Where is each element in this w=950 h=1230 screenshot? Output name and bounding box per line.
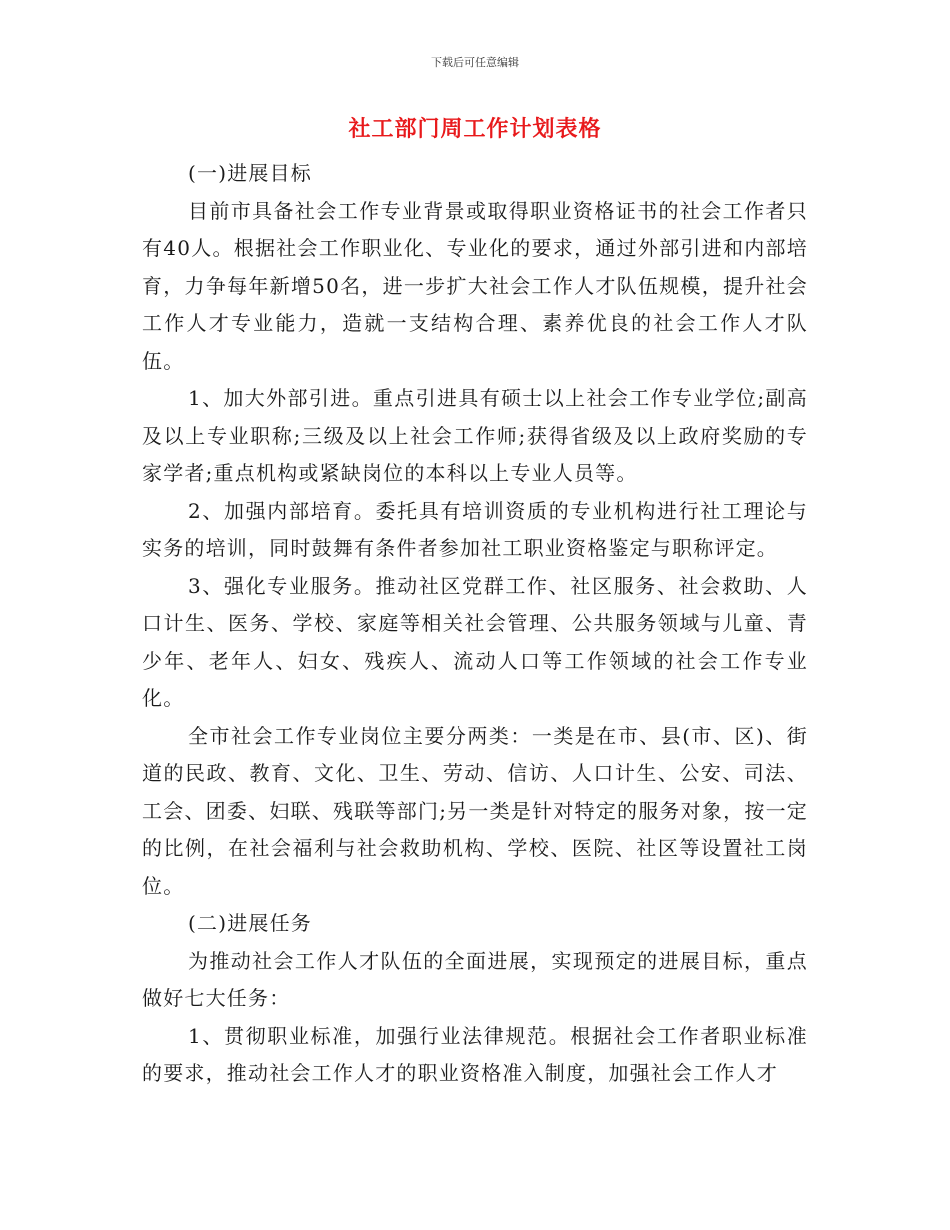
document-body [142,155,808,1093]
page-header-note: 下载后可任意编辑 [431,56,519,69]
paragraph-external-recruitment: 1、加大外部引进。重点引进具有硕士以上社会工作专业学位;副高及以上专业职称;三级及以上社会工作师;获得省级及以上政府奖励的专家学者;重点机构或紧缺岗位的本科以上专业人员等。 [142,386,808,485]
paragraph-professional-service: 3、强化专业服务。推动社区党群工作、社区服务、社会救助、人口计生、医务、学校、家庭等相关社会管理、公共服务领域与儿童、青少年、老年人、妇女、残疾人、流动人口等工作领域的社会工作专业化。 [142,573,808,710]
document-title: 社工部门周工作计划表格 [348,117,602,142]
paragraph-job-categories: 全市社会工作专业岗位主要分两类：一类是在市、县(市、区)、街道的民政、教育、文化、卫生、劳动、信访、人口计生、公安、司法、工会、团委、妇联、残联等部门;另一类是针对特定的服务对象，按一定的比例，在社会福利与社会救助机构、学校、医院、社区等设置社工岗位。 [142,723,808,898]
section-heading-tasks: (二)进展任务 [188,911,313,935]
paragraph-internal-training: 2、加强内部培育。委托具有培训资质的专业机构进行社工理论与实务的培训，同时鼓舞有条件者参加社工职业资格鉴定与职称评定。 [142,498,808,560]
paragraph-goals-intro: 目前市具备社会工作专业背景或取得职业资格证书的社会工作者只有40人。根据社会工作职业化、专业化的要求，通过外部引进和内部培育，力争每年新增50名，进一步扩大社会工作人才队伍规模，提升社会工作人才专业能力，造就一支结构合理、素养优良的社会工作人才队伍。 [142,198,808,373]
paragraph-tasks-intro: 为推动社会工作人才队伍的全面进展，实现预定的进展目标，重点做好七大任务： [142,948,808,1010]
section-heading-goals: (一)进展目标 [188,161,313,185]
paragraph-task-1: 1、贯彻职业标准，加强行业法律规范。根据社会工作者职业标准的要求，推动社会工作人才的职业资格准入制度，加强社会工作人才 [142,1023,808,1085]
